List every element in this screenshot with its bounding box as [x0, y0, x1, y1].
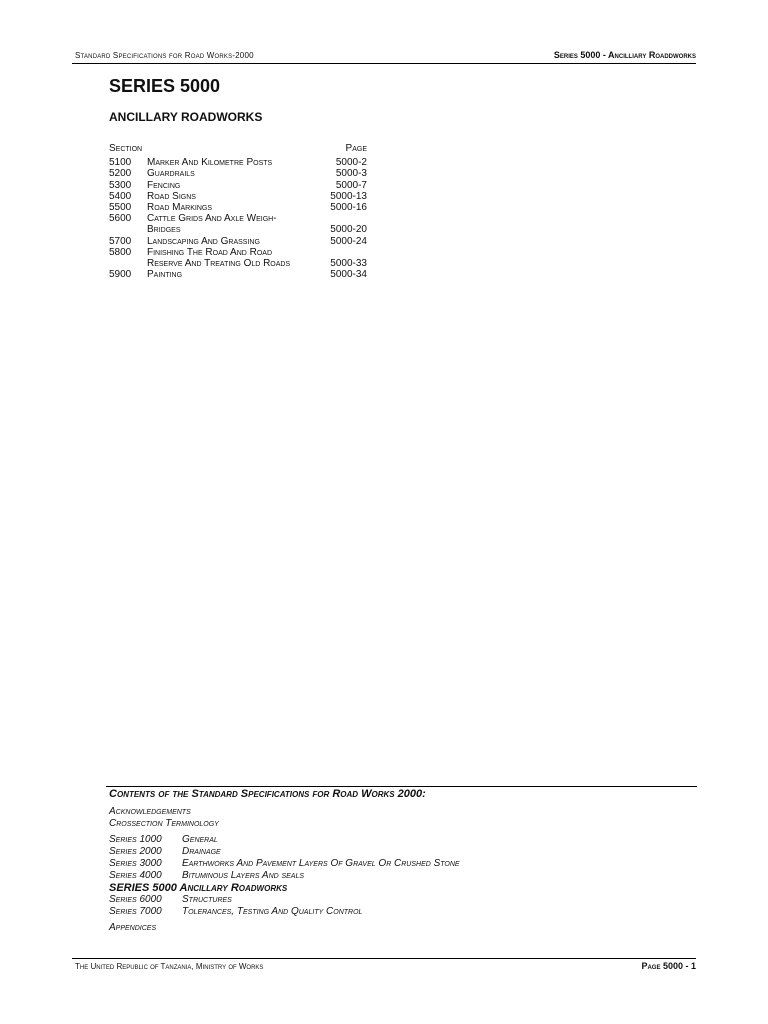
- contents-series-item: [109, 846, 697, 858]
- series-title: Structures: [182, 894, 232, 905]
- section-page: 5000-2: [335, 157, 367, 169]
- section-title: Painting: [147, 269, 183, 281]
- section-number: 5600: [109, 213, 132, 225]
- section-row: [109, 202, 367, 213]
- series-title: Earthworks And Pavement Layers Of Gravel Or Crushed Stone: [182, 858, 460, 869]
- page-title: SERIES 5000: [109, 76, 221, 96]
- contents-current-series: SERIES 5000 Ancillary Roadworks: [109, 882, 288, 894]
- section-number: 5500: [109, 202, 132, 214]
- col-page-label: Page: [345, 143, 367, 154]
- header-rule: [72, 63, 696, 64]
- page-subtitle: ANCILLARY ROADWORKS: [109, 110, 263, 124]
- section-row: [109, 191, 367, 202]
- series-title: Drainage: [182, 846, 221, 857]
- section-row: [109, 213, 367, 224]
- section-page: 5000-33: [330, 258, 367, 270]
- contents-series-item: [109, 894, 697, 906]
- section-title: Bridges: [147, 224, 181, 236]
- section-page: [307, 213, 367, 224]
- section-row: [109, 258, 367, 269]
- section-title: Reserve And Treating Old Roads: [147, 258, 291, 270]
- series-label: Series 2000: [109, 846, 162, 857]
- running-header-left: Standard Specifications for Road Works-2000: [75, 51, 254, 60]
- section-row: [109, 236, 367, 247]
- section-page: 5000-16: [330, 202, 367, 214]
- series-label: Series 6000: [109, 894, 162, 905]
- contents-box: [109, 786, 697, 934]
- contents-series-item: [109, 906, 697, 918]
- section-title: Road Signs: [147, 190, 196, 202]
- series-label: Series 4000: [109, 870, 162, 881]
- section-title: Landscaping And Grassing: [147, 235, 260, 247]
- section-row: [109, 224, 367, 235]
- series-label: Series 1000: [109, 834, 162, 845]
- section-number: 5900: [109, 269, 132, 281]
- section-page: 5000-13: [330, 190, 367, 202]
- section-title: Marker And Kilometre Posts: [147, 157, 273, 169]
- section-page: 5000-20: [330, 224, 367, 236]
- series-title: Tolerances, Testing And Quality Control: [182, 906, 363, 917]
- section-page: 5000-34: [330, 269, 367, 281]
- contents-series-item: [109, 858, 697, 870]
- page-number: Page 5000 - 1: [641, 961, 696, 971]
- section-page: 5000-7: [335, 179, 367, 191]
- section-number: 5200: [109, 168, 132, 180]
- section-page: 5000-3: [335, 168, 367, 180]
- contents-title: Contents of the Standard Specifications for Road Works 2000:: [109, 788, 426, 800]
- section-number: 5400: [109, 190, 132, 202]
- section-number: 5700: [109, 235, 132, 247]
- contents-series-item: [109, 870, 697, 882]
- contents-appendices: Appendices: [109, 922, 157, 933]
- section-row: [109, 168, 367, 179]
- section-number: 5800: [109, 246, 132, 258]
- section-title: Cattle Grids And Axle Weigh-: [147, 213, 277, 225]
- series-label: Series 3000: [109, 858, 162, 869]
- contents-list: [109, 806, 697, 934]
- section-table: [109, 143, 367, 280]
- series-title: Bituminous Layers And seals: [182, 870, 305, 881]
- contents-acknowledgements: Acknowledgements: [109, 806, 191, 817]
- section-table-header: [109, 143, 367, 154]
- section-title: Road Markings: [147, 202, 213, 214]
- running-header-right: Series 5000 - Ancilliary Roaddworks: [553, 50, 696, 60]
- col-section-label: Section: [109, 143, 143, 154]
- section-page: 5000-24: [330, 235, 367, 247]
- contents-series-item: [109, 834, 697, 846]
- section-row: [109, 157, 367, 168]
- contents-terminology: Crossection Terminology: [109, 818, 219, 829]
- series-title: General: [182, 834, 218, 845]
- section-title: Guardrails: [147, 168, 195, 180]
- section-number: [109, 224, 147, 235]
- section-row: [109, 180, 367, 191]
- running-footer-left: The United Republic of Tanzania, Ministry of Works: [75, 962, 264, 971]
- section-title: Fencing: [147, 179, 181, 191]
- section-number: 5100: [109, 157, 132, 169]
- section-page: [307, 247, 367, 258]
- section-row: [109, 247, 367, 258]
- footer-rule: [72, 958, 696, 959]
- section-number: 5300: [109, 179, 132, 191]
- section-row: [109, 269, 367, 280]
- section-number: [109, 258, 147, 269]
- series-label: Series 7000: [109, 906, 162, 917]
- section-title: Finishing The Road And Road: [147, 246, 272, 258]
